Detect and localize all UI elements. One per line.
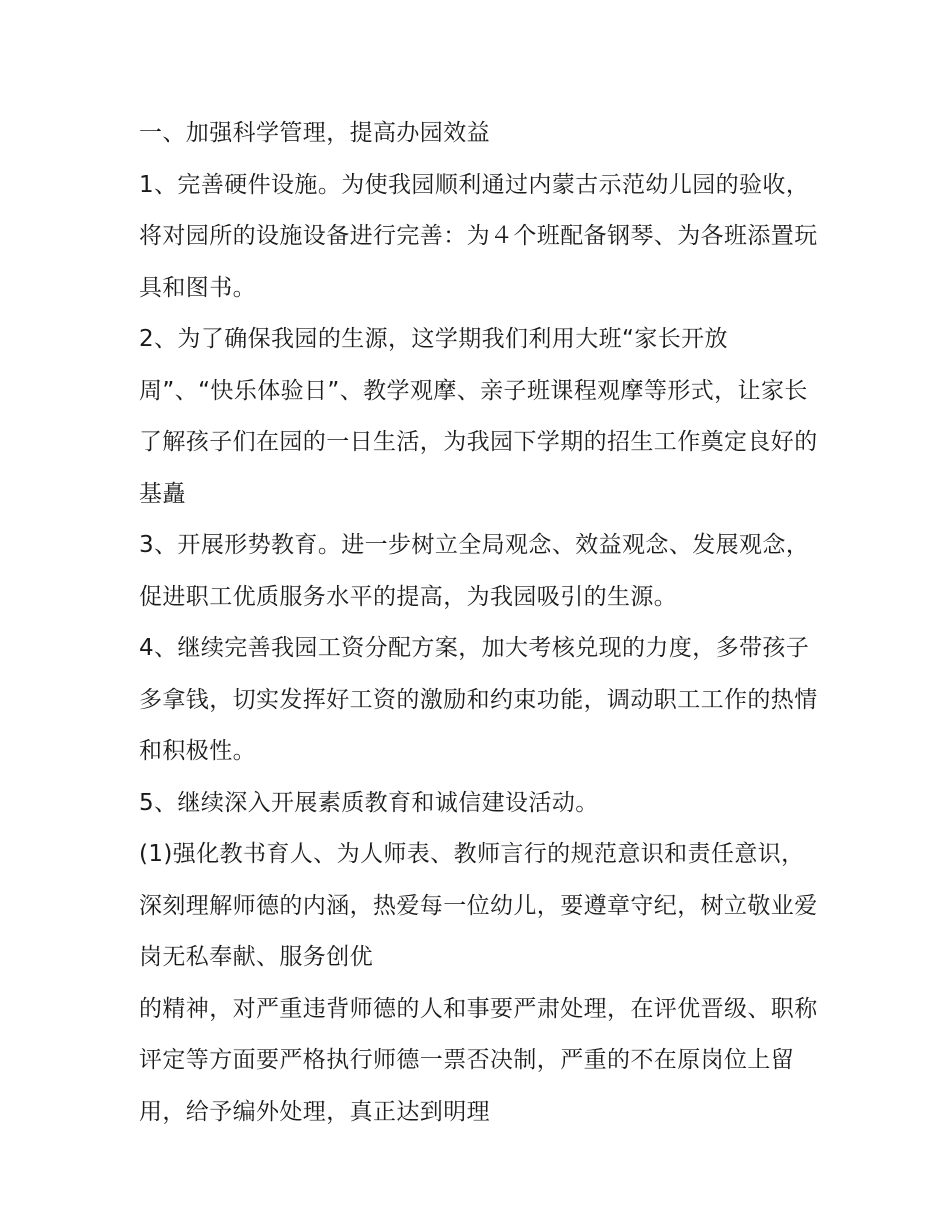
paragraph-1: 1、完善硬件设施。为使我园顺利通过内蒙古示范幼儿园的验收，将对园所的设施设备进行完善：为４个班配备钢琴、为各班添置玩具和图书。 (139, 171, 818, 301)
paragraph-2-continued: 周”、“快乐体验日”、教学观摩、亲子班课程观摩等形式，让家长了解孩子们在园的一日生活，为我园下学期的招生工作奠定良好的基矗 (139, 377, 818, 507)
paragraph-5-item-1: (1)强化教书育人、为人师表、教师言行的规范意识和责任意识，深刻理解师德的内涵，热爱每一位幼儿，要遵章守纪，树立敬业爱岗无私奉献、服务创优 (139, 841, 818, 970)
paragraph-3: 3、开展形势教育。进一步树立全局观念、效益观念、发展观念，促进职工优质服务水平的提高，为我园吸引的生源。 (139, 532, 810, 610)
document-body (139, 108, 819, 1138)
paragraph-5-item-1-continued: 的精神，对严重违背师德的人和事要严肃处理，在评优晋级、职称评定等方面要严格执行师德一票否决制，严重的不在原岗位上留用，给予编外处理，真正达到明理 (139, 995, 818, 1125)
paragraph-5: 5、继续深入开展素质教育和诚信建设活动。 (139, 789, 599, 816)
paragraph-2: 2、为了确保我园的生源，这学期我们利用大班“家长开放 (139, 326, 728, 352)
paragraph-4: 4、继续完善我园工资分配方案，加大考核兑现的力度，多带孩子多拿钱，切实发挥好工资的激励和约束功能，调动职工工作的热情和积极性。 (139, 635, 818, 764)
section-heading: 一、加强科学管理，提高办园效益 (139, 120, 490, 146)
